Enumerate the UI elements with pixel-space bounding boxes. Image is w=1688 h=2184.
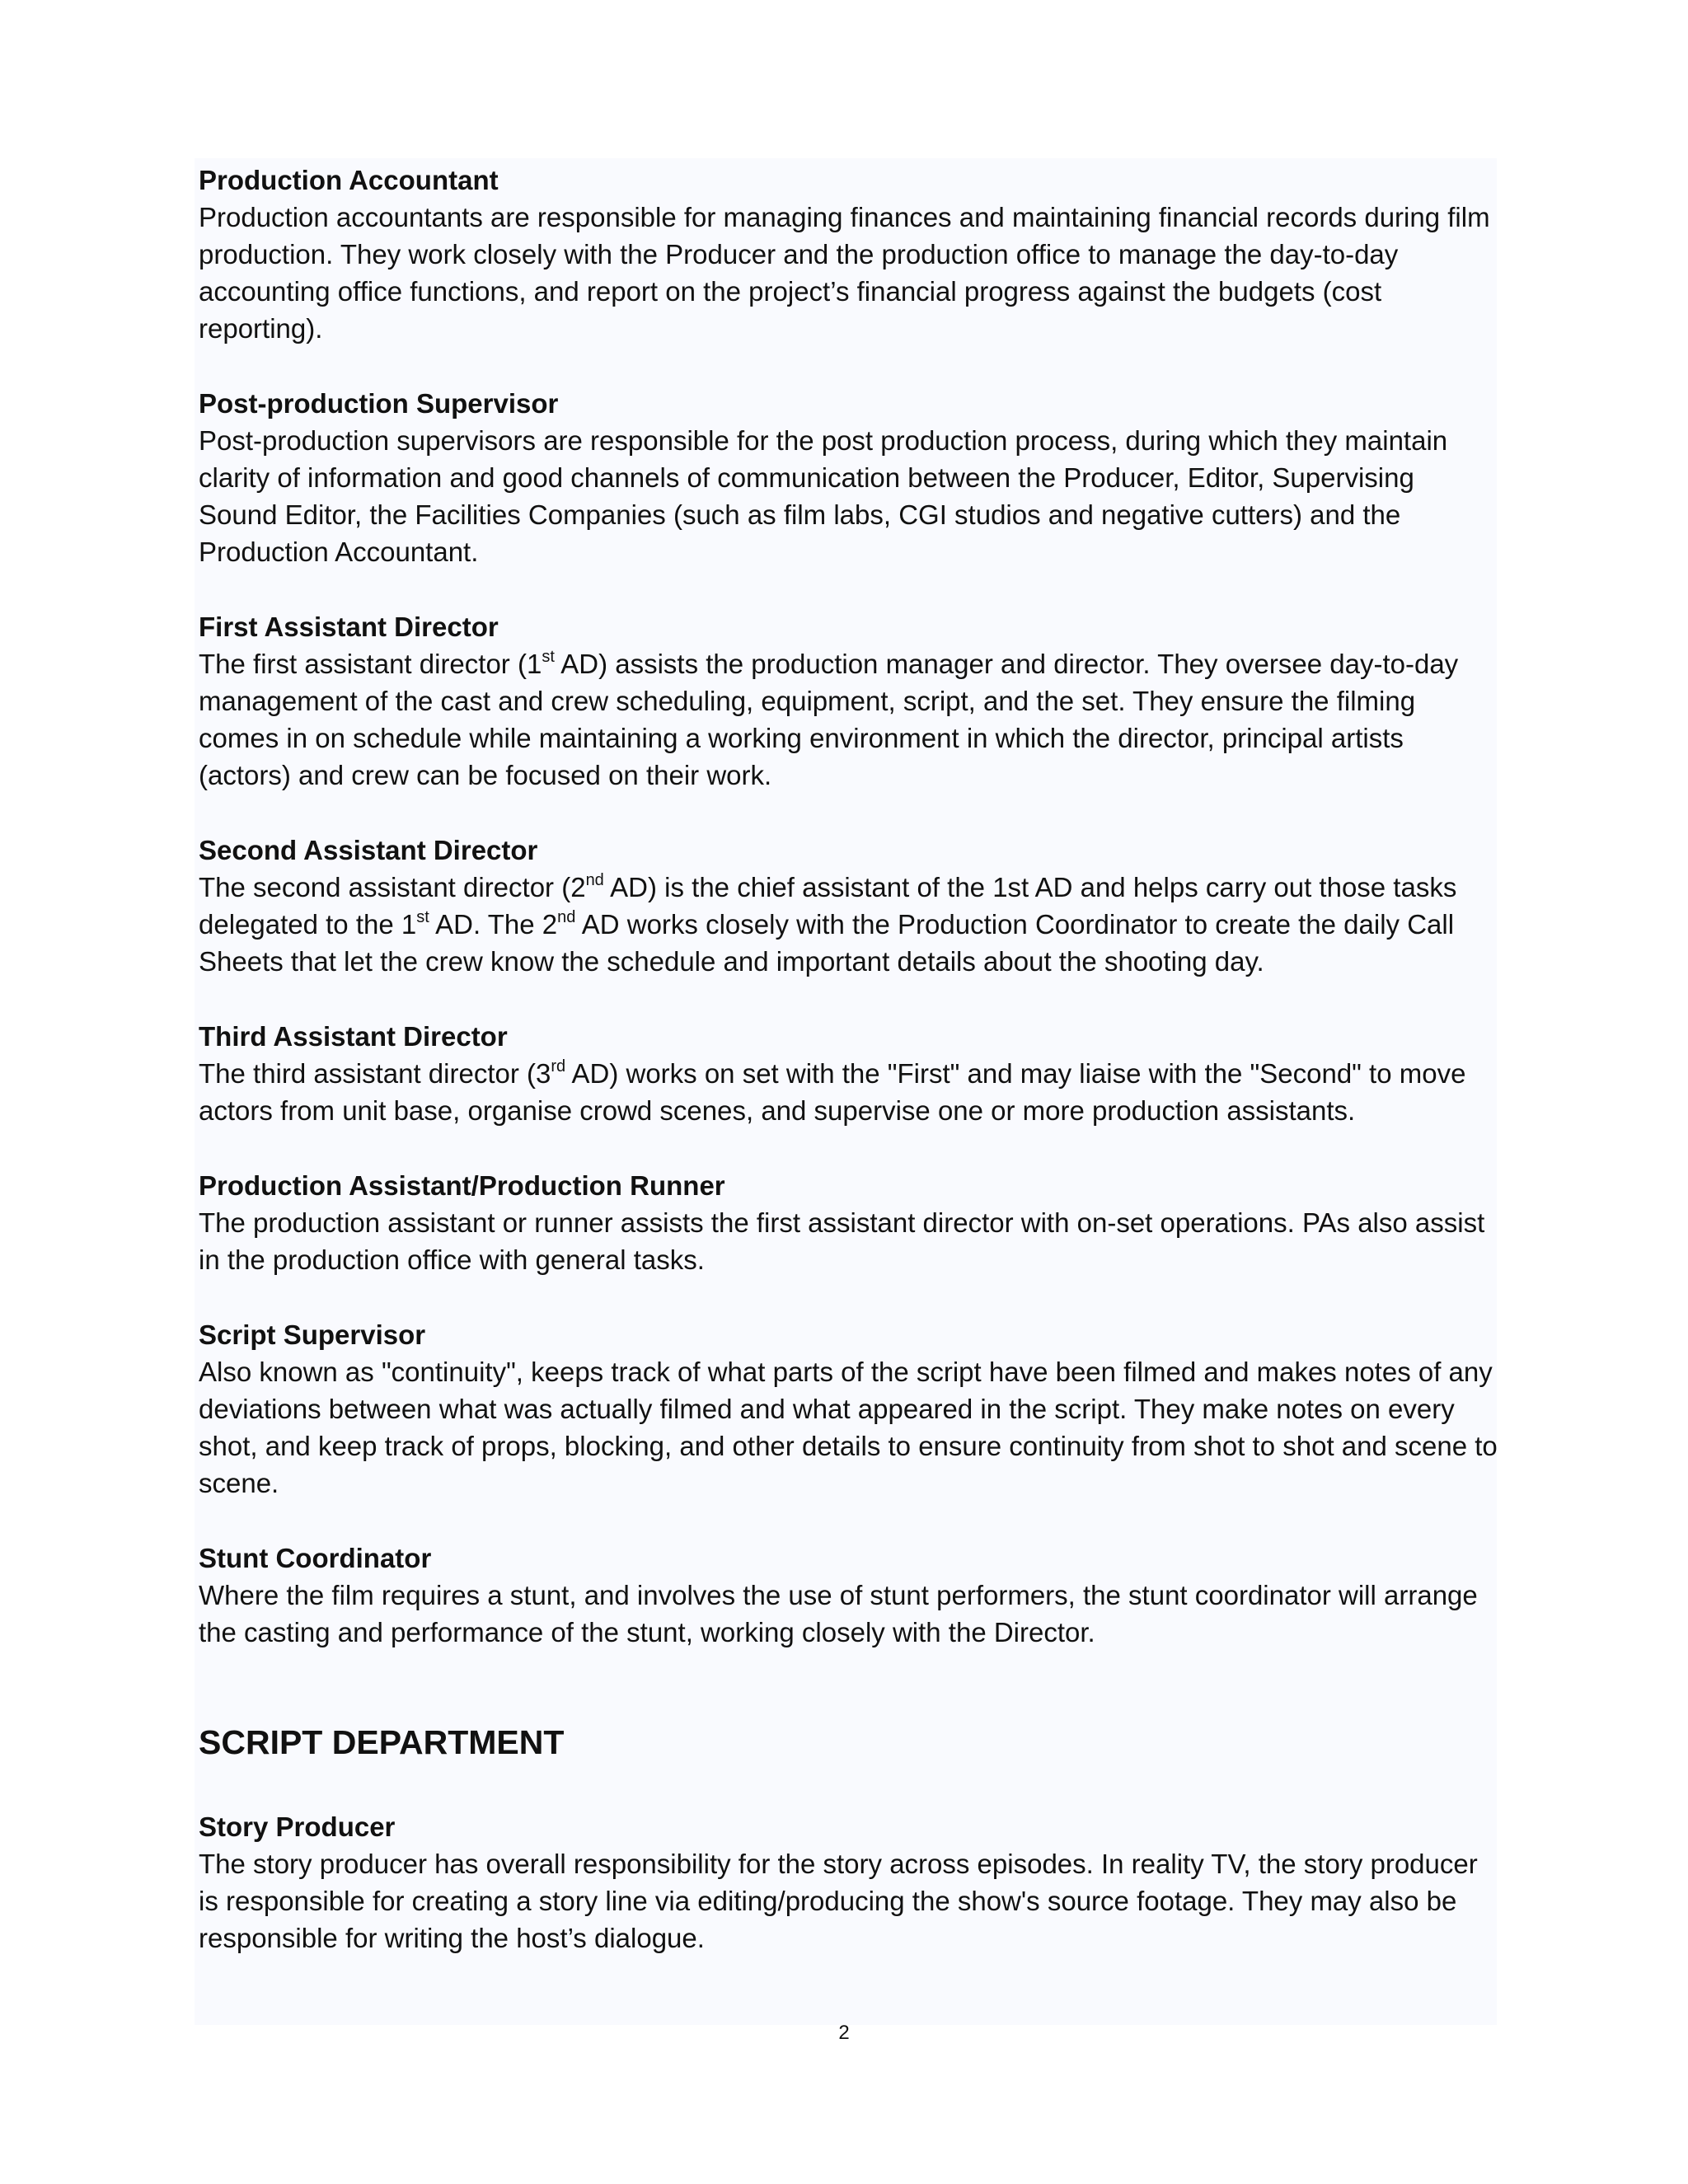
section-production-assistant (199, 1167, 1498, 1278)
desc-text: AD) works on set with the "First" and may liaise with the "Second" to move actors from unit base, organise crowd scenes, and supervise one or more production assistants. (199, 1058, 1466, 1126)
desc-text: The second assistant director (2 (199, 872, 586, 902)
role-title: Third Assistant Director (199, 1021, 508, 1052)
role-description: The story producer has overall responsibility for the story across episodes. In reality TV, the story producer is responsible for creating a story line via editing/producing the show's source footage. They may also be responsible for writing the host’s dialogue. (199, 1849, 1478, 1953)
desc-text: The first assistant director (1 (199, 649, 542, 679)
role-description (199, 869, 1498, 980)
ordinal-suffix: rd (551, 1057, 566, 1076)
desc-text: AD. The 2 (429, 909, 558, 940)
desc-text: AD works closely with the Production Coordinator to create the daily Call Sheets that let the crew know the schedule and important details about the shooting day. (199, 909, 1455, 977)
ordinal-suffix: st (416, 908, 429, 926)
desc-text: AD) is the chief assistant of the 1st AD and helps carry out those tasks delegated to the 1 (199, 872, 1457, 940)
role-description: The production assistant or runner assists the first assistant director with on-set operations. PAs also assist in the production office with general tasks. (199, 1207, 1485, 1275)
section-script-supervisor (199, 1316, 1498, 1502)
ordinal-suffix: nd (585, 871, 604, 889)
role-title: Story Producer (199, 1811, 396, 1842)
role-title: Stunt Coordinator (199, 1543, 432, 1573)
role-title: Second Assistant Director (199, 835, 538, 865)
section-post-production-supervisor (199, 385, 1498, 570)
role-description: Production accountants are responsible for managing finances and maintaining financial records during film production. They work closely with the Producer and the production office to manage the day-to-day accounting office functions, and report on the project’s financial progress against the budgets (cost reporting). (199, 202, 1490, 344)
desc-text: The third assistant director (3 (199, 1058, 551, 1089)
section-production-accountant (199, 162, 1498, 347)
section-story-producer (199, 1808, 1498, 1957)
role-description (199, 645, 1498, 794)
role-title: Post-production Supervisor (199, 388, 559, 419)
section-third-assistant-director (199, 1018, 1498, 1129)
role-description (199, 1055, 1498, 1129)
ordinal-suffix: st (542, 648, 555, 666)
desc-text: AD) assists the production manager and director. They oversee day-to-day management of the cast and crew scheduling, equipment, script, and the set. They ensure the filming comes in on schedule while maintaining a working environment in which the director, principal artists (actors) and crew can be focused on their work. (199, 649, 1459, 790)
role-description: Also known as "continuity", keeps track of what parts of the script have been filmed and makes notes of any deviations between what was actually filmed and what appeared in the script. They make notes on every shot, and keep track of props, blocking, and other details to ensure continuity from shot to shot and scene to scene. (199, 1357, 1498, 1498)
document-body (199, 162, 1498, 1957)
section-stunt-coordinator (199, 1540, 1498, 1651)
role-title: Production Assistant/Production Runner (199, 1170, 725, 1201)
role-title: First Assistant Director (199, 612, 499, 642)
role-title: Production Accountant (199, 165, 499, 195)
department-heading: SCRIPT DEPARTMENT (199, 1723, 565, 1761)
role-description: Where the film requires a stunt, and involves the use of stunt performers, the stunt coordinator will arrange the casting and performance of the stunt, working closely with the Director. (199, 1580, 1478, 1647)
section-second-assistant-director (199, 832, 1498, 980)
role-title: Script Supervisor (199, 1319, 426, 1350)
ordinal-suffix: nd (557, 908, 576, 926)
role-description: Post-production supervisors are responsible for the post production process, during which they maintain clarity of information and good channels of communication between the Producer, Editor, Supervising Sound Editor, the Facilities Companies (such as film labs, CGI studios and negative cutters) and the Production Accountant. (199, 425, 1448, 567)
section-first-assistant-director (199, 608, 1498, 794)
page-number: 2 (838, 2022, 850, 2044)
